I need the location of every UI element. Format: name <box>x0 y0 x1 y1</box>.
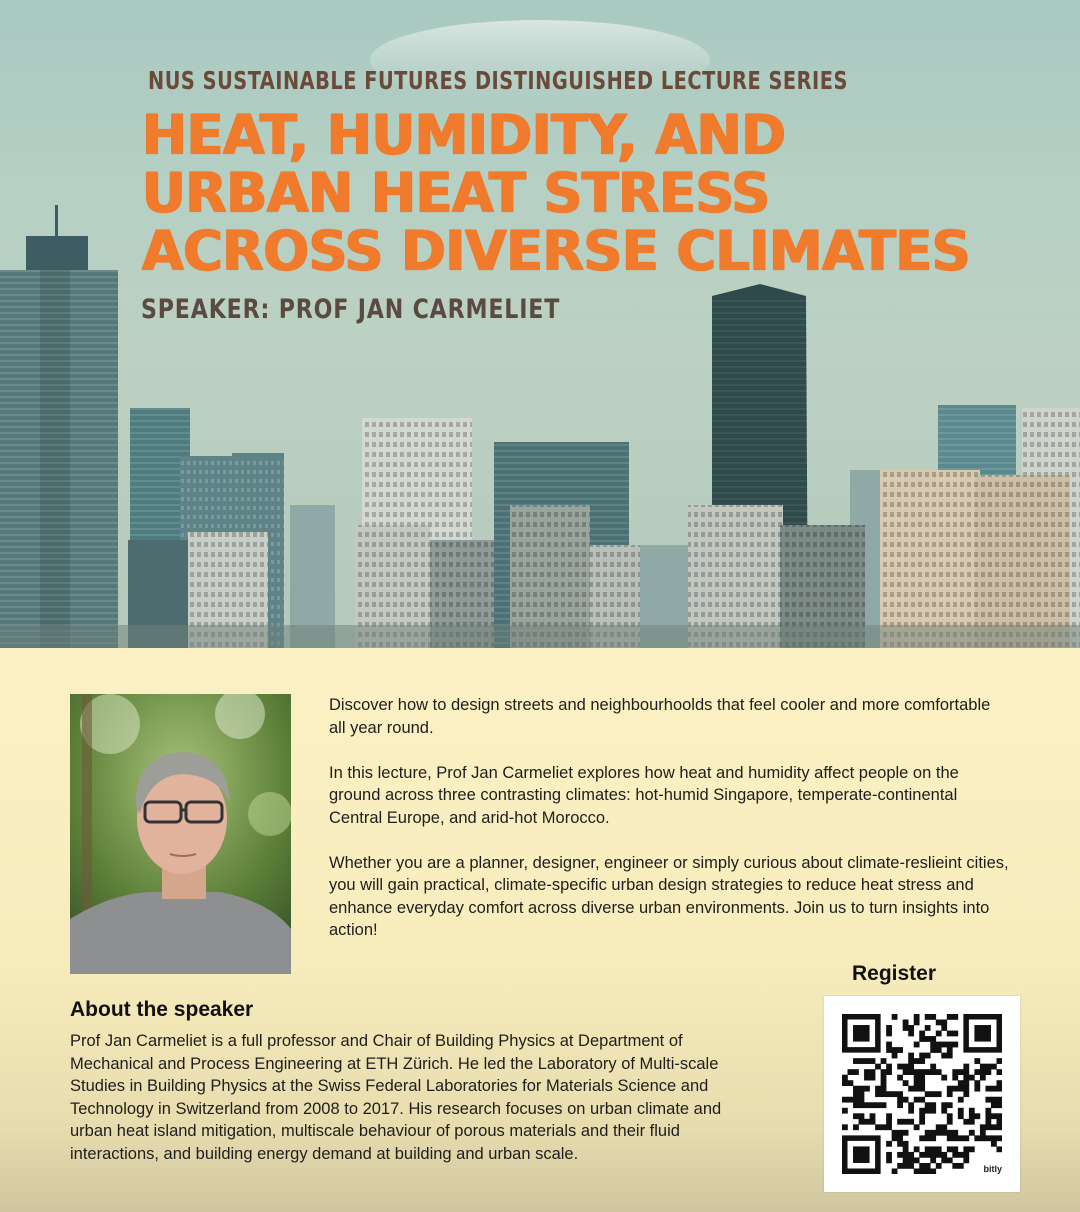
lecture-title <box>142 103 987 283</box>
intro-paragraph: In this lecture, Prof Jan Carmeliet explores how heat and humidity affect people on the ground across three contrasting climates: hot-humid Singapore, temperate-continental Central Europe, and arid-hot Morocco. <box>329 763 959 827</box>
title-line: HEAT, HUMIDITY, AND <box>142 103 786 167</box>
register-qr-code[interactable] <box>824 996 1020 1192</box>
lecture-description <box>329 694 1009 964</box>
qr-brand-label: bitly <box>983 1164 1002 1174</box>
qr-code-icon <box>842 1014 1002 1174</box>
speaker-portrait-image <box>70 694 291 974</box>
speaker-label: SPEAKER: PROF JAN CARMELIET <box>141 294 561 325</box>
title-line: ACROSS DIVERSE CLIMATES <box>142 219 971 283</box>
lecture-series-label: NUS SUSTAINABLE FUTURES DISTINGUISHED LECTURE SERIES <box>148 66 848 95</box>
register-heading: Register <box>852 962 937 985</box>
about-speaker-body: Prof Jan Carmeliet is a full professor and Chair of Building Physics at Department of Mechanical and Process Engineering at ETH Zürich. He led the Laboratory of Multi-scale Studies in Building Physics at the Swiss Federal Laboratories for Materials Science and Technology in Switzerland from 2008 to 2017. His research focuses on urban climate and urban heat island mitigation, multiscale behaviour of porous materials and their fluid interactions, and building energy demand at building and urban scale. <box>70 1032 722 1163</box>
title-line: URBAN HEAT STRESS <box>142 161 770 225</box>
intro-paragraph: Discover how to design streets and neighbourhoolds that feel cooler and more comfortable all year round. <box>329 696 991 737</box>
intro-paragraph: Whether you are a planner, designer, engineer or simply curious about climate-reslieint cities, you will gain practical, climate-specific urban design strategies to reduce heat stress and enhance everyday comfort across diverse urban environments. Join us to turn insights into action! <box>329 853 1009 939</box>
about-speaker-heading: About the speaker <box>70 998 254 1021</box>
speaker-photo <box>70 694 291 974</box>
